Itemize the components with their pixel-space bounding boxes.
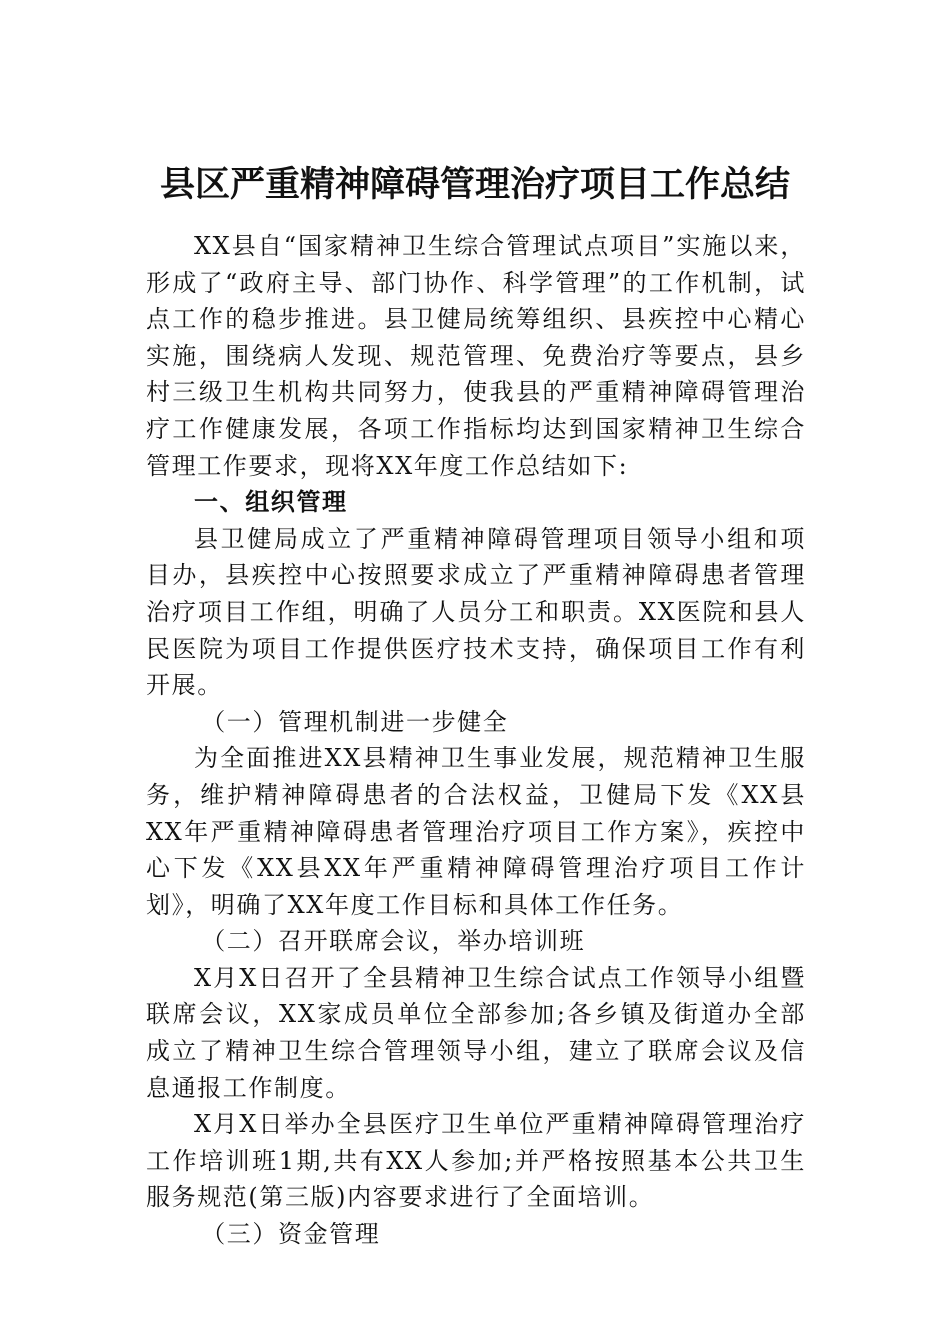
section-organization-paragraph: 县卫健局成立了严重精神障碍管理项目领导小组和项目办，县疾控中心按照要求成立了严重精神障碍患者管理治疗项目工作组，明确了人员分工和职责。XX医院和县人民医院为项目工作提供医疗技术支持，确保项目工作有利开展。 [146,524,806,700]
section-heading-organization: 一、组织管理 [194,487,348,517]
subheading-fund-management: （三）资金管理 [201,1220,381,1249]
subheading-joint-meeting: （二）召开联席会议，举办培训班 [201,927,586,956]
joint-meeting-paragraph: X月X日召开了全县精神卫生综合试点工作领导小组暨联席会议，XX家成员单位全部参加;各乡镇及街道办全部成立了精神卫生综合管理领导小组，建立了联席会议及信息通报工作制度。 [146,963,806,1102]
intro-paragraph: XX县自“国家精神卫生综合管理试点项目”实施以来，形成了“政府主导、部门协作、科学管理”的工作机制，试点工作的稳步推进。县卫健局统筹组织、县疾控中心精心实施，围绕病人发现、规范管理、免费治疗等要点，县乡村三级卫生机构共同努力，使我县的严重精神障碍管理治疗工作健康发展，各项工作指标均达到国家精神卫生综合管理工作要求，现将XX年度工作总结如下: [146,232,806,480]
training-paragraph: X月X日举办全县医疗卫生单位严重精神障碍管理治疗工作培训班1期,共有XX人参加;并严格按照基本公共卫生服务规范(第三版)内容要求进行了全面培训。 [146,1110,806,1212]
subheading-management-mechanism: （一）管理机制进一步健全 [201,707,509,736]
management-mechanism-paragraph: 为全面推进XX县精神卫生事业发展，规范精神卫生服务，维护精神障碍患者的合法权益，卫健局下发《XX县XX年严重精神障碍患者管理治疗项目工作方案》，疾控中心下发《XX县XX年严重精神障碍管理治疗项目工作计划》，明确了XX年度工作目标和具体工作任务。 [146,744,806,919]
document-body [146,228,806,1253]
document-title: 县区严重精神障碍管理治疗项目工作总结 [159,164,790,205]
